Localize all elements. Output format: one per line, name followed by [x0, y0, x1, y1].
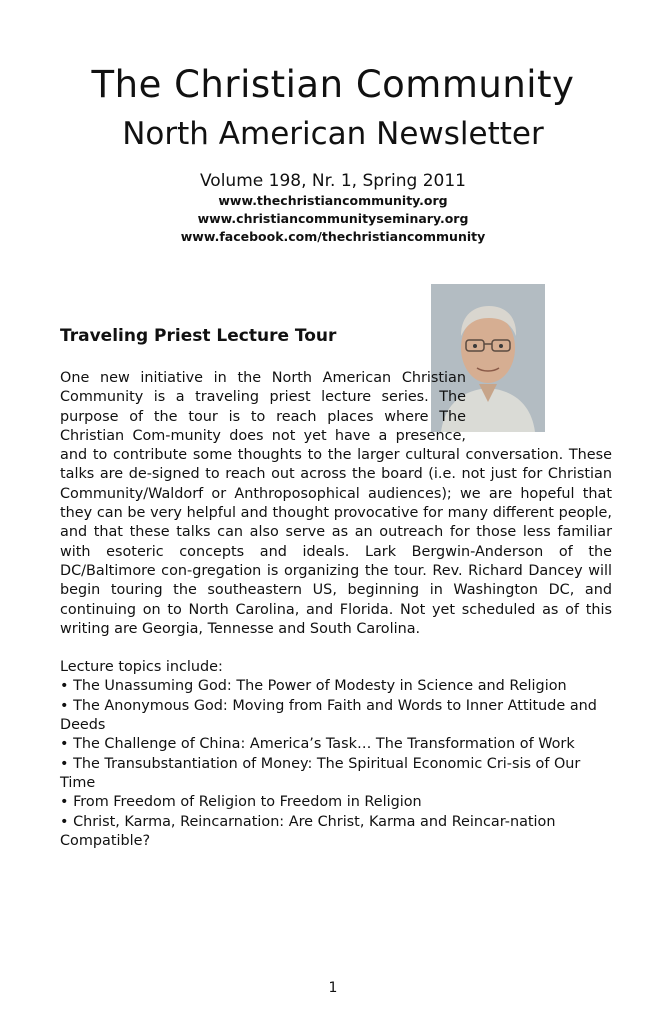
topic-item: • The Challenge of China: America’s Task… The Transformation of Work	[60, 736, 575, 753]
photo-wrap-spacer	[466, 369, 612, 445]
topic-item: • The Anonymous God: Moving from Faith and Words to Inner Attitude and Deeds	[60, 697, 597, 734]
article-paragraph: One new initiative in the North American Christian Community is a traveling priest lecture series. The purpose of the tour is to reach places where The Christian Com-munity does not yet have a presence, and to contribute some thoughts to the larger cultural conversation. These talks are de-signed to reach out across the board (i.e. not just for Christian Community/Waldorf or Anthroposophical audiences); we are hopeful that they can be very helpful and thought provocative for many different people, and that these talks can also serve as an outreach for those less familiar with esoteric concepts and ideals. Lark Bergwin-Anderson of the DC/Baltimore con-gregation is organizing the tour. Rev. Richard Dancey will begin touring the southeastern US, beginning in Washington DC, and continuing on to North Carolina, and Florida. Not yet scheduled as of this writing are Georgia, Tennesse and South Carolina.	[60, 370, 612, 637]
topic-item: • From Freedom of Religion to Freedom in Religion	[60, 794, 422, 811]
lecture-topics	[60, 658, 612, 851]
topic-item: • The Unassuming God: The Power of Modesty in Science and Religion	[60, 678, 567, 695]
article-body	[60, 369, 612, 851]
article-headline: Traveling Priest Lecture Tour	[60, 326, 337, 346]
url-facebook[interactable]: www.facebook.com/thechristiancommunity	[180, 229, 486, 244]
newsletter-subtitle: North American Newsletter	[122, 116, 544, 152]
url-website[interactable]: www.thechristiancommunity.org	[218, 193, 448, 208]
topic-item: • The Transubstantiation of Money: The Spiritual Economic Cri-sis of Our Time	[60, 755, 581, 791]
topic-item: • Christ, Karma, Reincarnation: Are Christ, Karma and Reincar-nation Compatible?	[60, 813, 556, 849]
url-seminary[interactable]: www.christiancommunityseminary.org	[197, 211, 469, 226]
newsletter-title: The Christian Community	[91, 63, 575, 106]
volume-info: Volume 198, Nr. 1, Spring 2011	[200, 171, 466, 191]
topics-intro: Lecture topics include:	[60, 659, 223, 676]
masthead	[0, 62, 666, 246]
page-number: 1	[328, 980, 338, 996]
